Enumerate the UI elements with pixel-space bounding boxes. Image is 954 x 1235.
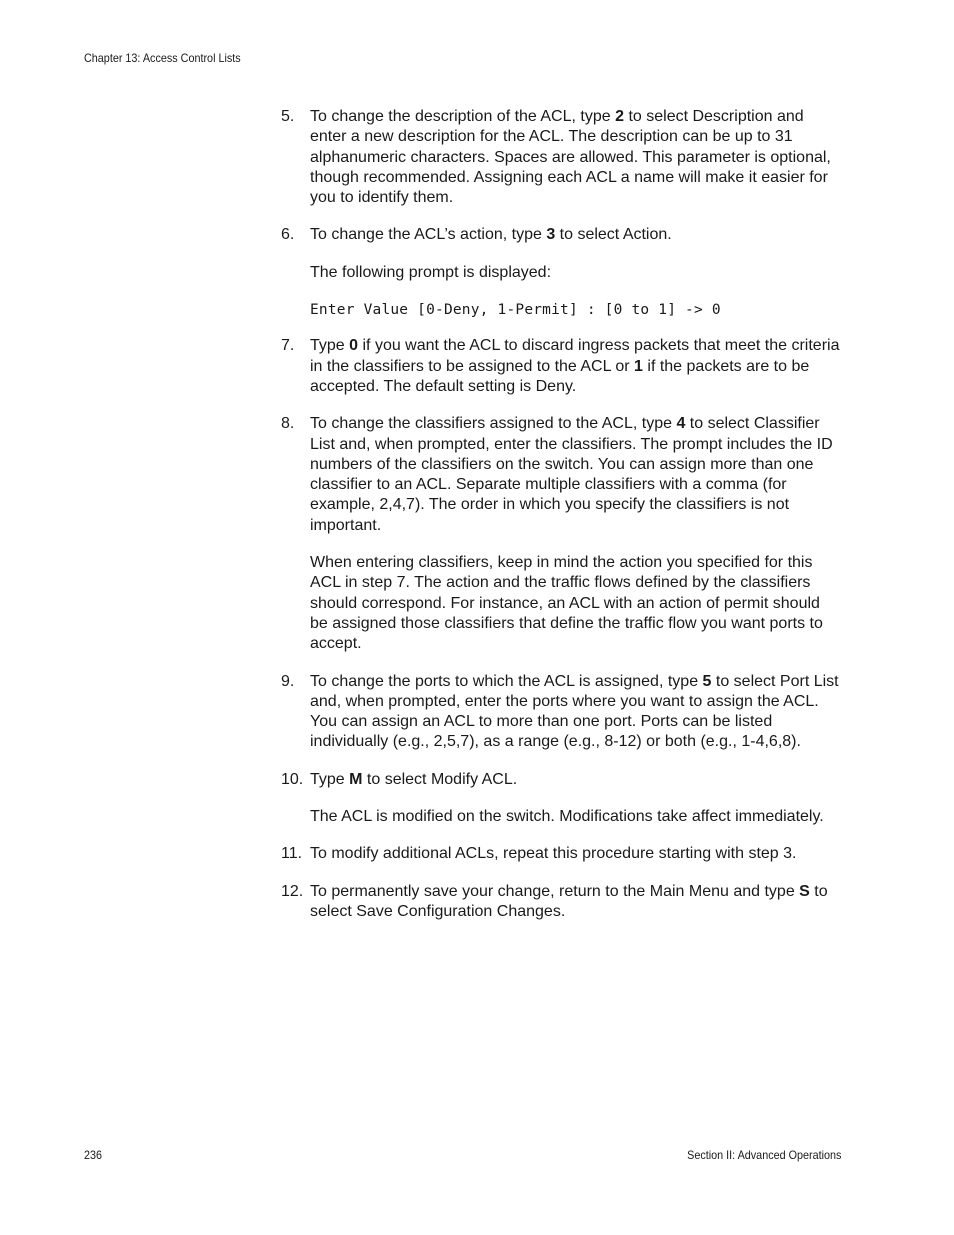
step-6: 6. To change the ACL’s action, type 3 to select Action. bbox=[281, 225, 841, 245]
step-number: 10. bbox=[281, 770, 304, 788]
step-number: 5. bbox=[281, 108, 295, 125]
step-number: 9. bbox=[281, 672, 295, 690]
step-6-note: The following prompt is displayed: bbox=[310, 263, 552, 281]
step-number: 11. bbox=[281, 845, 303, 863]
page-number: 236 bbox=[84, 1148, 103, 1162]
step-11: 11. To modify additional ACLs, repeat this procedure starting with step 3. bbox=[281, 844, 841, 864]
step-10-note: The ACL is modified on the switch. Modifications take affect immediately. bbox=[310, 808, 824, 826]
procedure-steps bbox=[281, 107, 841, 939]
step-number: 7. bbox=[281, 337, 295, 355]
section-footer: Section II: Advanced Operations bbox=[686, 1148, 841, 1162]
step-8-note: When entering classifiers, keep in mind the action you specified for this ACL in step 7. The action and the traffic flows defined by the classifiers should correspond. For instance, an ACL with an action of permit should be assigned those classifiers that define the traffic flow you want ports to accept. bbox=[310, 554, 823, 653]
prompt-code: Enter Value [0-Deny, 1-Permit] : [0 to 1] -> 0 bbox=[310, 302, 721, 319]
step-9: 9. To change the ports to which the ACL is assigned, type 5 to select Port List and, when prompted, enter the ports where you want to assign the ACL. You can assign an ACL to more than one port. Ports can be listed individually (e.g., 2,5,7), as a range (e.g., 8-12) or both (e.g., 1-4,6,8). bbox=[281, 672, 839, 751]
step-10: 10. Type M to select Modify ACL. bbox=[281, 770, 841, 790]
step-8: 8. To change the classifiers assigned to the ACL, type 4 to select Classifier List and, when prompted, enter the classifiers. The prompt includes the ID numbers of the classifiers on the switch. You can assign more than one classifier to an ACL. Separate multiple classifiers with a comma (for example, 2,4,7). The order in which you specify the classifiers is not important. bbox=[281, 415, 833, 534]
running-header: Chapter 13: Access Control Lists bbox=[84, 51, 241, 65]
step-number: 12. bbox=[281, 882, 304, 900]
step-12: 12. To permanently save your change, return to the Main Menu and type S to select Save Configuration Changes. bbox=[281, 882, 828, 920]
step-number: 8. bbox=[281, 415, 295, 433]
step-7: 7. Type 0 if you want the ACL to discard ingress packets that meet the criteria in the classifiers to be assigned to the ACL or 1 if the packets are to be accepted. The default setting is Deny. bbox=[281, 337, 840, 395]
step-5: 5. To change the description of the ACL, type 2 to select Description and enter a new description for the ACL. The description can be up to 31 alphanumeric characters. Spaces are allowed. This parameter is optional, though recommended. Assigning each ACL a name will make it easier for you to identify them. bbox=[281, 108, 831, 207]
step-number: 6. bbox=[281, 226, 295, 244]
